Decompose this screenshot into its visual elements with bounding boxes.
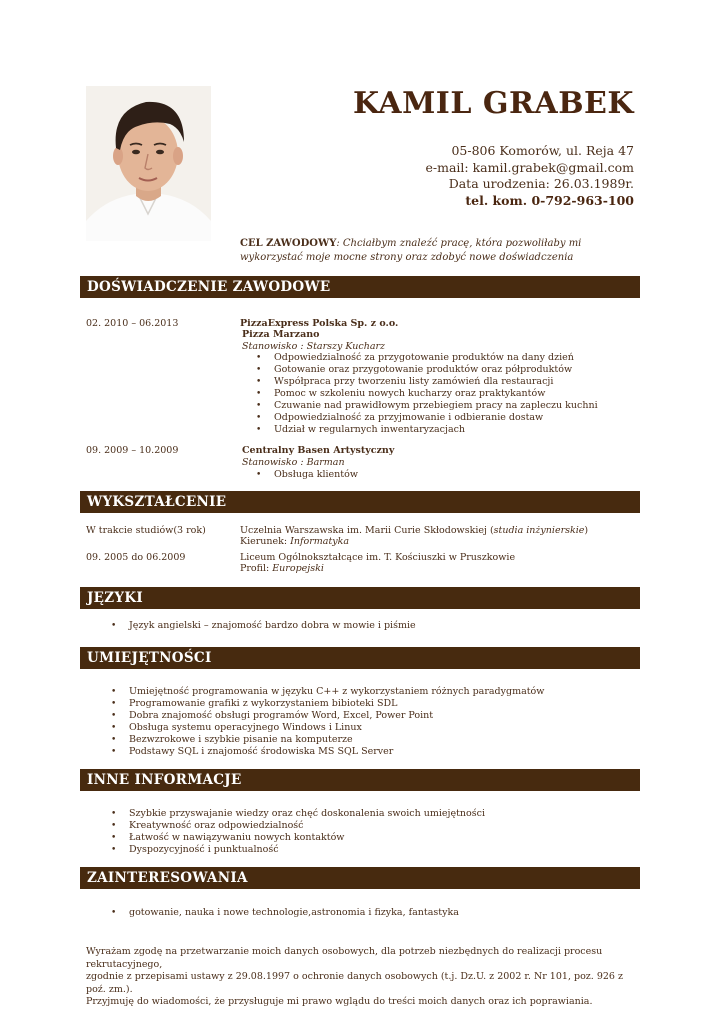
list-item: • Odpowiedzialność za przygotowanie produktów na dany dzień — [274, 352, 598, 364]
education-2-field-label: Profil: — [240, 563, 273, 574]
list-item: • Pomoc w szkoleniu nowych kucharzy oraz praktykantów — [274, 388, 598, 400]
experience-2-date: 09. 2009 – 10.2009 — [86, 445, 179, 456]
list-item: • Język angielski – znajomość bardzo dobra w mowie i piśmie — [129, 620, 416, 632]
other-list — [129, 808, 485, 856]
section-header-other: INNE INFORMACJE — [80, 769, 640, 791]
education-2-field — [240, 563, 324, 575]
education-1-date: W trakcie studiów(3 rok) — [86, 525, 206, 536]
experience-1-duties — [274, 352, 598, 436]
list-item: • Szybkie przyswajanie wiedzy oraz chęć doskonalenia swoich umiejętności — [129, 808, 485, 820]
profile-photo-image — [86, 86, 211, 241]
list-item: • gotowanie, nauka i nowe technologie,astronomia i fizyka, fantastyka — [129, 907, 459, 919]
section-header-education: WYKSZTAŁCENIE — [80, 491, 640, 513]
list-item: • Łatwość w nawiązywaniu nowych kontaktów — [129, 832, 485, 844]
list-item: • Umiejętność programowania w języku C++ z wykorzystaniem różnych paradygmatów — [129, 686, 544, 698]
education-1-field-value: Informatyka — [290, 536, 350, 547]
experience-2-company: Centralny Basen Artystyczny — [242, 445, 395, 456]
experience-2-duties — [274, 469, 358, 481]
list-item: • Czuwanie nad prawidłowym przebiegiem pracy na zapleczu kuchni — [274, 400, 598, 412]
email: e-mail: kamil.grabek@gmail.com — [425, 159, 634, 175]
section-header-languages: JĘZYKI — [80, 587, 640, 609]
data-consent-clause — [86, 946, 626, 1009]
education-1-school-end: ) — [584, 525, 589, 536]
list-item: • Udział w regularnych inwentaryzacjach — [274, 424, 598, 436]
section-header-interests: ZAINTERESOWANIA — [80, 867, 640, 889]
list-item: • Bezwzrokowe i szybkie pisanie na komputerze — [129, 734, 544, 746]
experience-1-position: Stanowisko : Starszy Kucharz — [242, 341, 386, 352]
contact-block — [425, 143, 634, 209]
section-header-skills: UMIEJĘTNOŚCI — [80, 647, 640, 669]
education-1-field — [240, 536, 349, 548]
list-item: • Podstawy SQL i znajomość środowiska MS SQL Server — [129, 746, 544, 758]
experience-1-company: PizzaExpress Polska Sp. z o.o. — [240, 318, 399, 329]
list-item: • Obsługa klientów — [274, 469, 358, 481]
experience-1-company-brand: Pizza Marzano — [242, 329, 320, 340]
list-item: • Programowanie grafiki z wykorzystaniem bibioteki SDL — [129, 698, 544, 710]
education-2-school: Liceum Ogólnokształcące im. T. Kościuszki w Pruszkowie — [240, 552, 516, 563]
birth-date: Data urodzenia: 26.03.1989r. — [448, 176, 634, 191]
list-item: • Gotowanie oraz przygotowanie produktów oraz półproduktów — [274, 364, 598, 376]
education-2-date: 09. 2005 do 06.2009 — [86, 552, 186, 563]
list-item: • Dobra znajomość obsługi programów Word, Excel, Power Point — [129, 710, 544, 722]
education-1-mode: studia inżynierskie — [493, 525, 585, 536]
education-2-field-value: Europejski — [272, 563, 324, 574]
career-goal — [240, 237, 640, 264]
experience-1-date: 02. 2010 – 06.2013 — [86, 318, 179, 329]
list-item: • Dyspozycyjność i punktualność — [129, 844, 485, 856]
education-1-field-label: Kierunek: — [240, 536, 291, 547]
interests-list — [129, 907, 459, 919]
candidate-name: KAMIL GRABEK — [352, 86, 634, 121]
list-item: • Kreatywność oraz odpowiedzialność — [129, 820, 485, 832]
profile-photo — [86, 86, 211, 241]
list-item: • Obsługa systemu operacyjnego Windows i Linux — [129, 722, 544, 734]
list-item: • Odpowiedzialność za przyjmowanie i odbieranie dostaw — [274, 412, 598, 424]
address: 05-806 Komorów, ul. Reja 47 — [451, 143, 634, 158]
consent-line: Wyrażam zgodę na przetwarzanie moich danych osobowych, dla potrzeb niezbędnych do realizacji procesu rekrutacyjnego, — [86, 946, 603, 970]
consent-line: zgodnie z przepisami ustawy z 29.08.1997 o ochronie danych osobowych (t.j. Dz.U. z 2002 r. Nr 101, poz. 926 z poź. zm.). — [86, 971, 623, 995]
phone: tel. kom. 0-792-963-100 — [465, 192, 634, 208]
experience-2-position: Stanowisko : Barman — [242, 457, 345, 468]
career-goal-text: : Chciałbym znaleźć pracę, która pozwoliłaby mi wykorzystać moje mocne strony oraz zdobyć nowe doświadczenia — [240, 238, 582, 263]
career-goal-label: CEL ZAWODOWY — [240, 238, 337, 249]
consent-line: Przyjmuję do wiadomości, że przysługuje mi prawo wglądu do treści moich danych oraz ich poprawiania. — [86, 996, 593, 1007]
languages-list — [129, 620, 416, 632]
education-1-school-name: Uczelnia Warszawska im. Marii Curie Skłodowskiej ( — [240, 525, 494, 536]
skills-list — [129, 686, 544, 758]
section-header-experience: DOŚWIADCZENIE ZAWODOWE — [80, 276, 640, 298]
list-item: • Współpraca przy tworzeniu listy zamówień dla restauracji — [274, 376, 598, 388]
